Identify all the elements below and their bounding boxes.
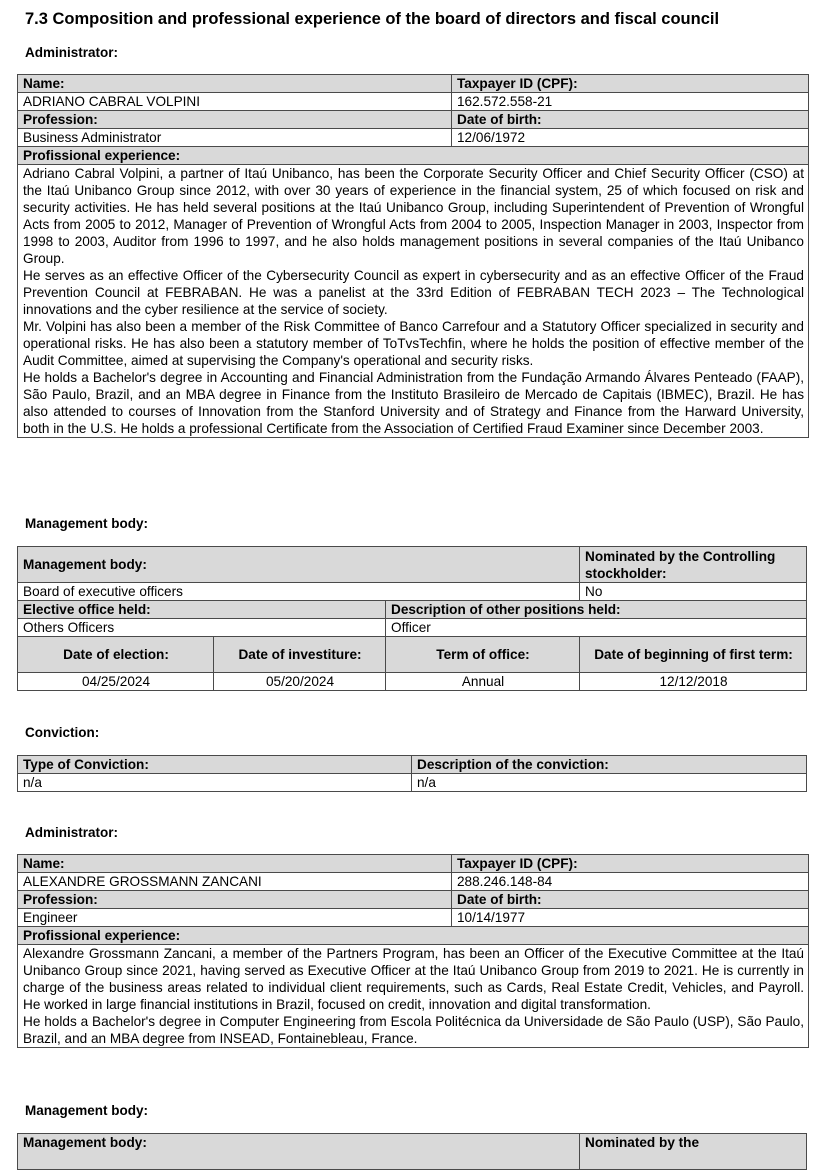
admin-profession: Business Administrator [18, 129, 452, 147]
mgmt-body-value: Board of executive officers [18, 583, 580, 601]
admin-dob: 10/14/1977 [452, 909, 809, 927]
experience-paragraph: He holds a Bachelor's degree in Computer Engineering from Escola Politécnica da Universidade de São Paulo (USP), São Paulo, Brazil, and an MBA degree from INSEAD, Fontainebleau, France. [23, 1014, 804, 1046]
date-first-term-header: Date of beginning of first term: [580, 637, 807, 673]
experience-text [18, 945, 809, 1048]
date-first-term-value: 12/12/2018 [580, 673, 807, 691]
profession-header: Profession: [18, 891, 452, 909]
date-investiture-value: 05/20/2024 [214, 673, 386, 691]
date-investiture-header: Date of investiture: [214, 637, 386, 673]
experience-text [18, 165, 809, 438]
experience-header: Profissional experience: [18, 147, 809, 165]
admin-name: ALEXANDRE GROSSMANN ZANCANI [18, 873, 452, 891]
experience-paragraph: Alexandre Grossmann Zancani, a member of the Partners Program, has been an Officer of the Executive Committee at the Itaú Unibanco Group since 2021, having served as Executive Officer at the Itaú Unibanco Group from 2019 to 2021. He is currently in charge of the business areas related to individual client requirements, such as Cards, Real Estate Credit, Vehicles, and Payroll. He worked in large financial institutions in Brazil, focused on credit, innovation and digital transformation. [23, 946, 804, 1012]
admin-name: ADRIANO CABRAL VOLPINI [18, 93, 452, 111]
dob-header: Date of birth: [452, 111, 809, 129]
admin1-table [17, 74, 809, 438]
admin2-table [17, 854, 809, 1048]
administrator-label: Administrator: [25, 45, 119, 60]
term-office-value: Annual [386, 673, 580, 691]
experience-header: Profissional experience: [18, 927, 809, 945]
taxpayer-id-header: Taxpayer ID (CPF): [452, 75, 809, 93]
administrator-label: Administrator: [25, 825, 119, 840]
management-body-table [17, 546, 807, 691]
mgmt-body-header: Management body: [18, 1134, 580, 1170]
conviction-type-header: Type of Conviction: [18, 756, 412, 774]
experience-paragraph: Mr. Volpini has also been a member of the Risk Committee of Banco Carrefour and a Statutory Officer specialized in security and operational risks. He has also been a statutory member of ToTvsTechfin, where he holds the position of effective member of the Audit Committee, aimed at supervising the Company's operational and security risks. [23, 319, 804, 368]
other-positions-value: Officer [386, 619, 807, 637]
nominated-header: Nominated by the [580, 1134, 807, 1170]
taxpayer-id-header: Taxpayer ID (CPF): [452, 855, 809, 873]
conviction-desc-value: n/a [412, 774, 807, 792]
admin-dob: 12/06/1972 [452, 129, 809, 147]
experience-paragraph: Adriano Cabral Volpini, a partner of Itaú Unibanco, has been the Corporate Security Officer and Chief Security Officer (CSO) at the Itaú Unibanco Group since 2012, with over 30 years of experience in the financial system, 25 of which focused on risk and security activities. He has held several positions at the Itaú Unibanco Group, including Superintendent of Prevention of Wrongful Acts from 2005 to 2012, Manager of Prevention of Wrongful Acts from 2004 to 2005, Inspection Manager in 2003, Inspector from 1998 to 2003, Auditor from 1996 to 1997, and he also holds management positions in several companies of the Itaú Unibanco Group. [23, 166, 804, 266]
management-body-table-partial [17, 1133, 807, 1170]
experience-paragraph: He holds a Bachelor's degree in Accounting and Financial Administration from the Fundação Armando Álvares Penteado (FAAP), São Paulo, Brazil, and an MBA degree in Finance from the Instituto Brasileiro de Mercado de Capitais (IBMEC), Brazil. He has also attended to courses of Innovation from the Stanford University and of Strategy and Finance from the Harward University, both in the U.S. He holds a professional Certificate from the Association of Certified Fraud Examiner since December 2003. [23, 370, 804, 436]
admin-cpf: 288.246.148-84 [452, 873, 809, 891]
elective-office-header: Elective office held: [18, 601, 386, 619]
mgmt-body-header: Management body: [18, 547, 580, 583]
name-header: Name: [18, 855, 452, 873]
management-body-label: Management body: [25, 1103, 149, 1118]
date-election-value: 04/25/2024 [18, 673, 214, 691]
term-office-header: Term of office: [386, 637, 580, 673]
name-header: Name: [18, 75, 452, 93]
nominated-value: No [580, 583, 807, 601]
dob-header: Date of birth: [452, 891, 809, 909]
experience-paragraph: He serves as an effective Officer of the Cybersecurity Council as expert in cybersecurity and as an effective Officer of the Fraud Prevention Council at FEBRABAN. He was a panelist at the 33rd Edition of FEBRABAN TECH 2023 – The Technological innovations and the cyber resilience at the service of society. [23, 268, 804, 317]
date-election-header: Date of election: [18, 637, 214, 673]
conviction-table [17, 755, 807, 792]
page-title: 7.3 Composition and professional experience of the board of directors and fiscal council [25, 10, 720, 28]
nominated-header: Nominated by the Controlling stockholder: [580, 547, 807, 583]
admin-profession: Engineer [18, 909, 452, 927]
conviction-label: Conviction: [25, 725, 100, 740]
admin-cpf: 162.572.558-21 [452, 93, 809, 111]
conviction-desc-header: Description of the conviction: [412, 756, 807, 774]
elective-office-value: Others Officers [18, 619, 386, 637]
management-body-label: Management body: [25, 516, 149, 531]
other-positions-header: Description of other positions held: [386, 601, 807, 619]
conviction-type-value: n/a [18, 774, 412, 792]
profession-header: Profession: [18, 111, 452, 129]
